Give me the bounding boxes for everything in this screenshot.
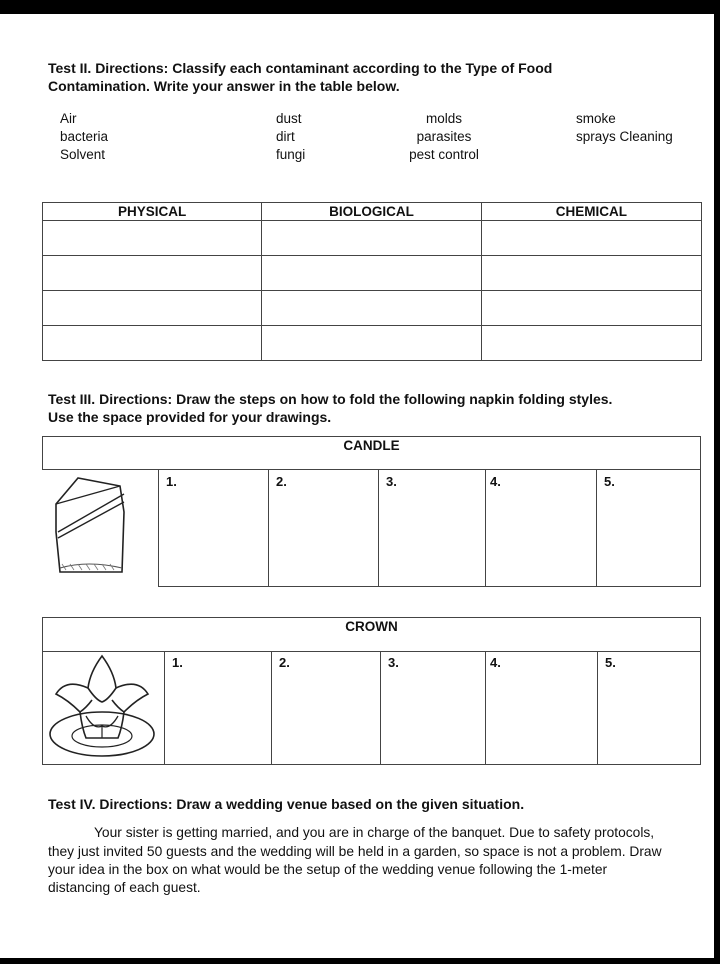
answer-cell[interactable] bbox=[262, 326, 481, 361]
test4-paragraph-line4: distancing of each guest. bbox=[48, 880, 201, 895]
candle-step-1: 1. bbox=[166, 474, 177, 489]
crown-step-3: 3. bbox=[388, 655, 399, 670]
crown-step-5: 5. bbox=[605, 655, 616, 670]
word-item: Air bbox=[60, 111, 77, 126]
word-item: parasites bbox=[416, 129, 472, 144]
answer-cell[interactable] bbox=[43, 221, 262, 256]
candle-col-divider bbox=[485, 469, 486, 586]
test4-paragraph-line1: Your sister is getting married, and you are in charge of the banquet. Due to safety protocols, bbox=[94, 825, 655, 840]
header-physical: PHYSICAL bbox=[43, 203, 262, 221]
table-row bbox=[43, 256, 702, 291]
crown-bottom-border bbox=[42, 764, 701, 765]
crown-col-divider bbox=[597, 651, 598, 764]
contamination-table bbox=[42, 202, 702, 361]
answer-cell[interactable] bbox=[262, 291, 481, 326]
header-chemical: CHEMICAL bbox=[481, 203, 701, 221]
word-item: bacteria bbox=[60, 129, 109, 144]
table-row bbox=[43, 291, 702, 326]
test2-title-line2: Contamination. Write your answer in the table below. bbox=[48, 78, 400, 94]
crown-napkin-illustration bbox=[44, 652, 162, 762]
answer-cell[interactable] bbox=[481, 326, 701, 361]
word-item: sprays Cleaning bbox=[576, 129, 673, 144]
answer-cell[interactable] bbox=[262, 221, 481, 256]
answer-cell[interactable] bbox=[481, 291, 701, 326]
test3-title-line2: Use the space provided for your drawings. bbox=[48, 409, 332, 425]
crown-step-4: 4. bbox=[490, 655, 501, 670]
right-border-bar bbox=[714, 0, 720, 964]
answer-cell[interactable] bbox=[481, 256, 701, 291]
word-item: smoke bbox=[576, 111, 616, 126]
table-row bbox=[43, 326, 702, 361]
word-column-2 bbox=[276, 110, 305, 164]
word-item: molds bbox=[425, 111, 462, 126]
crown-label: CROWN bbox=[345, 619, 398, 634]
crown-left-border bbox=[42, 617, 43, 764]
test3-title-line1: Test III. Directions: Draw the steps on how to fold the following napkin folding styles. bbox=[48, 391, 613, 407]
top-border-bar bbox=[0, 0, 720, 14]
test4-paragraph-line3: your idea in the box on what would be the setup of the wedding venue following the 1-meter bbox=[48, 862, 608, 877]
crown-col-divider bbox=[164, 651, 165, 764]
word-item: fungi bbox=[276, 147, 306, 162]
word-item: dirt bbox=[276, 129, 295, 144]
answer-cell[interactable] bbox=[43, 256, 262, 291]
test2-title-line1: Test II. Directions: Classify each contaminant according to the Type of Food bbox=[48, 60, 553, 76]
test4-paragraph-line2: they just invited 50 guests and the wedding will be held in a garden, so space is not a problem. Draw bbox=[48, 844, 662, 859]
candle-col-divider bbox=[268, 469, 269, 586]
crown-col-divider bbox=[380, 651, 381, 764]
candle-step-2: 2. bbox=[276, 474, 287, 489]
header-biological: BIOLOGICAL bbox=[262, 203, 481, 221]
crown-step-2: 2. bbox=[279, 655, 290, 670]
word-item: pest control bbox=[409, 147, 479, 162]
candle-napkin-illustration bbox=[48, 472, 132, 580]
candle-right-border bbox=[700, 436, 701, 587]
word-column-4 bbox=[576, 110, 673, 146]
answer-cell[interactable] bbox=[262, 256, 481, 291]
answer-cell[interactable] bbox=[43, 291, 262, 326]
word-column-3 bbox=[404, 110, 484, 164]
crown-col-divider bbox=[271, 651, 272, 764]
candle-step-4: 4. bbox=[490, 474, 501, 489]
candle-label: CANDLE bbox=[343, 438, 400, 453]
candle-step-5: 5. bbox=[604, 474, 615, 489]
crown-col-divider bbox=[485, 651, 486, 764]
candle-col-divider bbox=[596, 469, 597, 586]
word-item: Solvent bbox=[60, 147, 106, 162]
candle-bottom-border bbox=[158, 586, 701, 587]
candle-header-divider bbox=[42, 469, 701, 470]
answer-cell[interactable] bbox=[43, 326, 262, 361]
candle-col-divider bbox=[158, 469, 159, 586]
answer-cell[interactable] bbox=[481, 221, 701, 256]
table-row bbox=[43, 221, 702, 256]
crown-step-1: 1. bbox=[172, 655, 183, 670]
candle-step-3: 3. bbox=[386, 474, 397, 489]
crown-top-border bbox=[42, 617, 701, 618]
bottom-border-bar bbox=[0, 958, 720, 964]
word-item: dust bbox=[276, 111, 302, 126]
candle-col-divider bbox=[378, 469, 379, 586]
word-column-1 bbox=[60, 110, 108, 164]
candle-top-border bbox=[42, 436, 701, 437]
crown-right-border bbox=[700, 617, 701, 764]
test4-title: Test IV. Directions: Draw a wedding venue based on the given situation. bbox=[48, 796, 525, 812]
